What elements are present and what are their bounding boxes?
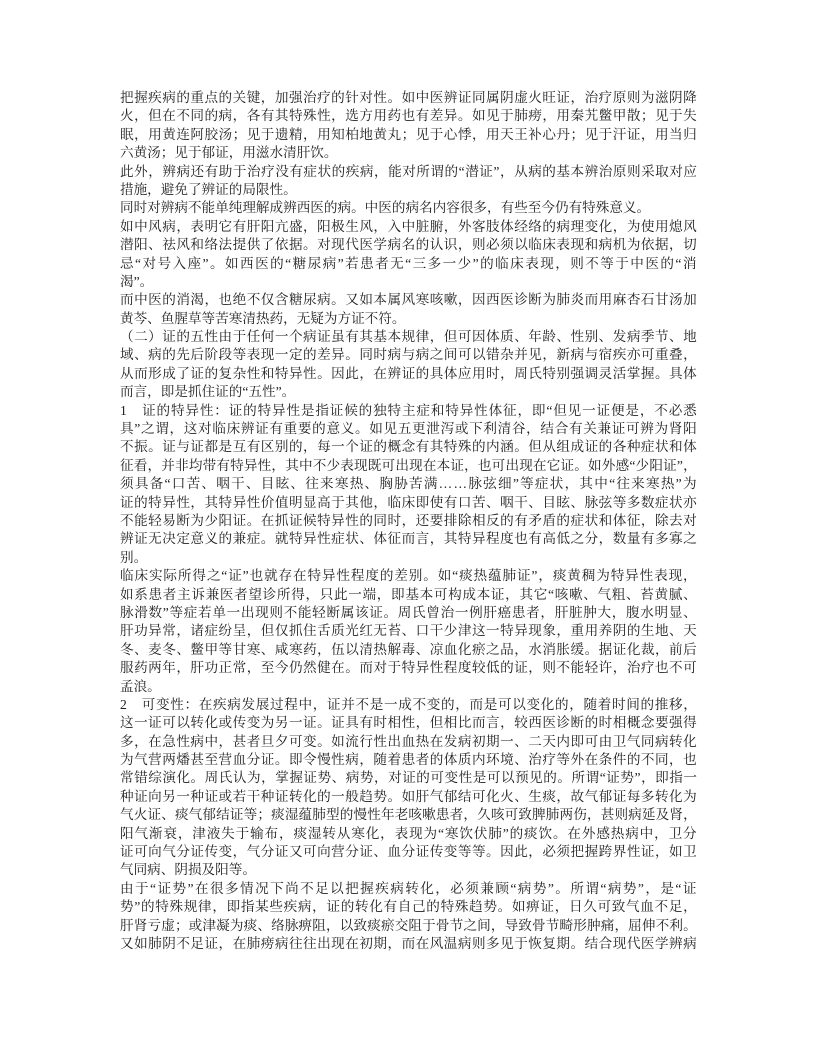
text-line: （ 二 ） 证 的 五 性 由 于 任 何 一 个 病 证 虽 有 其 基 本 规 律 ， 但 可 因 体 质 、 年 龄 、 性 别 、 发 病 季 节 、 地 bbox=[120, 329, 697, 345]
text-line: 从 而 形 成 了 证 的 复 杂 性 和 特 异 性 。 因 此 ， 在 辨 证 的 具 体 应 用 时 ， 周 氏 特 别 强 调 灵 活 掌 握 。 具 体 bbox=[120, 365, 697, 381]
text-line: 域 、 病 的 先 后 阶 段 等 表 现 一 定 的 差 异 。 同 时 病 与 病 之 间 可 以 错 杂 并 见 ， 新 病 与 宿 疾 亦 可 重 叠 ， bbox=[120, 347, 697, 363]
text-line: 这 一 证 可 以 转 化 或 传 变 为 另 一 证 。 证 具 有 时 相 性 ， 但 相 比 而 言 ， 较 西 医 诊 断 的 时 相 概 念 要 强 得 bbox=[120, 715, 697, 731]
text-line: 孟浪。 bbox=[120, 678, 161, 694]
text-line: 气同病、阴损及阳等。 bbox=[120, 862, 256, 878]
text-line: 肝 功 异 常 ， 诸 症 纷 呈 ， 但 仅 抓 住 舌 质 光 红 无 苔 、 口 干 少 津 这 一 特 异 现 象 ， 重 用 养 阴 的 生 地 、 天 bbox=[120, 623, 697, 639]
text-line: 服 药 两 年 ， 肝 功 正 常 ， 至 今 仍 然 健 在 。 而 对 于 特 异 性 程 度 较 低 的 证 ， 则 不 能 轻 许 ， 治 疗 也 不 可 bbox=[120, 660, 697, 676]
text-line: 别。 bbox=[120, 549, 148, 565]
text-line: 如 系 患 者 主 诉 兼 医 者 望 诊 所 得 ， 只 此 一 端 ， 即 基 本 可 构 成 本 证 ， 其 它 “ 咳 嗽 、 气 粗 、 苔 黄 腻 、 bbox=[120, 586, 697, 602]
text-line: 潜 阳 、 祛 风 和 络 法 提 供 了 依 据 。 对 现 代 医 学 病 名 的 认 识 ， 则 必 须 以 临 床 表 现 和 病 机 为 依 据 ， 切 bbox=[120, 237, 697, 253]
text-line: 忌 “ 对 号 入 座 ” 。 如 西 医 的 “ 糖 尿 病 ” 若 患 者 无 “ 三 多 一 少 ” 的 临 床 表 现 ， 则 不 等 于 中 医 的 “ 消 bbox=[120, 255, 697, 271]
text-line: 阳 气 渐 衰 ， 津 液 失 于 输 布 ， 痰 湿 转 从 寒 化 ， 表 现 为 “ 寒 饮 伏 肺 ” 的 痰 饮 。 在 外 感 热 病 中 ， 卫 分 bbox=[120, 825, 697, 841]
text-line: 而 中 医 的 消 渴 ， 也 绝 不 仅 含 糖 尿 病 。 又 如 本 属 风 寒 咳 嗽 ， 因 西 医 诊 断 为 肺 炎 而 用 麻 杏 石 甘 汤 加 bbox=[120, 292, 697, 308]
text-line: 脉 滑 数 ” 等 症 若 单 一 出 现 则 不 能 轻 断 属 该 证 。 周 氏 曾 治 一 例 肝 癌 患 者 ， 肝 脏 肿 大 ， 腹 水 明 显 、 bbox=[120, 604, 697, 620]
text-line: 如 中 风 病 ， 表 明 它 有 肝 阳 亢 盛 ， 阳 极 生 风 ， 入 中 脏 腑 ， 外 客 肢 体 经 络 的 病 理 变 化 ， 为 使 用 熄 风 bbox=[120, 218, 697, 234]
text-line: 须 具 备 “ 口 苦 、 咽 干 、 目 眩 、 往 来 寒 热 、 胸 胁 苦 满 … … 脉 弦 细 ” 等 症 状 ， 其 中 “ 往 来 寒 热 ” 为 bbox=[120, 476, 697, 492]
text-line: 具 ” 之 谓 ， 这 对 临 床 辨 证 有 重 要 的 意 义 。 如 见 五 更 泄 泻 或 下 利 清 谷 ， 结 合 有 关 兼 证 可 辨 为 肾 阳 bbox=[120, 421, 697, 437]
text-line: 肝 肾 亏 虚 ； 或 津 凝 为 痰 、 络 脉 痹 阻 ， 以 致 痰 瘀 交 阻 于 骨 节 之 间 ， 导 致 骨 节 畸 形 肿 痛 ， 屈 伸 不 利 。 bbox=[120, 917, 697, 933]
text-line: 由 于 “ 证 势 ” 在 很 多 情 况 下 尚 不 足 以 把 握 疾 病 转 化 ， 必 须 兼 顾 “ 病 势 ” 。 所 谓 “ 病 势 ” ， 是 “ 证 bbox=[120, 880, 697, 896]
text-line: 证 可 向 气 分 证 传 变 ， 气 分 证 又 可 向 营 分 证 、 血 分 证 传 变 等 等 。 因 此 ， 必 须 把 握 跨 界 性 证 ， 如 卫 bbox=[120, 844, 697, 860]
text-line: 辨 证 无 决 定 意 义 的 兼 症 。 就 特 异 性 症 状 、 体 征 而 言 ， 其 特 异 程 度 也 有 高 低 之 分 ， 数 量 有 多 寡 之 bbox=[120, 531, 697, 547]
text-line: 不 能 轻 易 断 为 少 阳 证 。 在 抓 证 候 特 异 性 的 同 时 ， 还 要 排 除 相 反 的 有 矛 盾 的 症 状 和 体 征 ， 除 去 对 bbox=[120, 512, 697, 528]
document-text bbox=[120, 89, 697, 953]
text-line: 此 外 ， 辨 病 还 有 助 于 治 疗 没 有 症 状 的 疾 病 ， 能 对 所 谓 的 “ 潜 证 ” ， 从 病 的 基 本 辨 治 原 则 采 取 对 应 bbox=[120, 163, 697, 179]
text-line: 眠 ， 用 黄 连 阿 胶 汤 ； 见 于 遗 精 ， 用 知 柏 地 黄 丸 ； 见 于 心 悸 ， 用 天 王 补 心 丹 ； 见 于 汗 证 ， 用 当 归 bbox=[120, 126, 697, 142]
text-line: 证 的 特 异 性 ， 其 特 异 性 价 值 明 显 高 于 其 他 ， 临 床 即 使 有 口 苦 、 咽 干 、 目 眩 、 脉 弦 等 多 数 症 状 亦 bbox=[120, 494, 697, 510]
text-line: 为 气 营 两 燔 甚 至 营 血 分 证 。 即 令 慢 性 病 ， 随 着 患 者 的 体 质 内 环 境 、 治 疗 等 外 在 条 件 的 不 同 ， 也 bbox=[120, 752, 697, 768]
text-line: 同时对辨病不能单纯理解成辨西医的病。中医的病名内容很多，有些至今仍有特殊意义。 bbox=[120, 200, 651, 216]
text-line: 而言，即是抓住证的“五性”。 bbox=[120, 384, 296, 400]
text-line: 火 ， 但 在 不 同 的 病 ， 各 有 其 特 殊 性 ， 选 方 用 药 也 有 差 异 。 如 见 于 肺 痨 ， 用 秦 艽 鳖 甲 散 ； 见 于 失 bbox=[120, 108, 697, 124]
text-line: 多 ， 在 急 性 病 中 ， 甚 者 旦 夕 可 变 。 如 流 行 性 出 血 热 在 发 病 初 期 一 、 二 天 内 即 可 由 卫 气 同 病 转 化 bbox=[120, 733, 697, 749]
text-line: 2 可 变 性 ： 在 疾 病 发 展 过 程 中 ， 证 并 不 是 一 成 不 变 的 ， 而 是 可 以 变 化 的 ， 随 着 时 间 的 推 移 ， bbox=[120, 696, 697, 712]
text-line: 临 床 实 际 所 得 之 “ 证 ” 也 就 存 在 特 异 性 程 度 的 差 别 。 如 “ 痰 热 蕴 肺 证 ” ， 痰 黄 稠 为 特 异 性 表 现 ， bbox=[120, 568, 697, 584]
text-line: 又 如 肺 阴 不 足 证 ， 在 肺 痨 病 往 往 出 现 在 初 期 ， 而 在 风 温 病 则 多 见 于 恢 复 期 。 结 合 现 代 医 学 辨 病 bbox=[120, 935, 697, 951]
text-line: 常 错 综 演 化 。 周 氏 认 为 ， 掌 握 证 势 、 病 势 ， 对 证 的 可 变 性 是 可 以 预 见 的 。 所 谓 “ 证 势 ” ， 即 指 一 bbox=[120, 770, 697, 786]
text-line: 不 振 。 证 与 证 都 是 互 有 区 别 的 ， 每 一 个 证 的 概 念 有 其 特 殊 的 内 涵 。 但 从 组 成 证 的 各 种 症 状 和 体 bbox=[120, 439, 697, 455]
text-line: 冬 、 麦 冬 、 鳖 甲 等 甘 寒 、 咸 寒 药 ， 伍 以 清 热 解 毒 、 凉 血 化 瘀 之 品 ， 水 消 胀 缓 。 据 证 化 裁 ， 前 后 bbox=[120, 641, 697, 657]
text-line: 六黄汤；见于郁证，用滋水清肝饮。 bbox=[120, 145, 338, 161]
text-line: 措施，避免了辨证的局限性。 bbox=[120, 181, 297, 197]
text-line: 1 证 的 特 异 性 ： 证 的 特 异 性 是 指 证 候 的 独 特 主 症 和 特 异 性 体 征 ， 即 “ 但 见 一 证 便 是 ， 不 必 悉 bbox=[120, 402, 697, 418]
text-line: 把 握 疾 病 的 重 点 的 关 键 ， 加 强 治 疗 的 针 对 性 。 如 中 医 辨 证 同 属 阴 虚 火 旺 证 ， 治 疗 原 则 为 滋 阴 降 bbox=[120, 90, 697, 105]
text-line: 势 ” 的 特 殊 规 律 ， 即 指 某 些 疾 病 ， 证 的 转 化 有 自 己 的 特 殊 趋 势 。 如 痹 证 ， 日 久 可 致 气 血 不 足 ， bbox=[120, 899, 697, 915]
text-line: 渴”。 bbox=[120, 273, 154, 289]
text-line: 种 证 向 另 一 种 证 或 若 干 种 证 转 化 的 一 般 趋 势 。 如 肝 气 郁 结 可 化 火 、 生 痰 ， 故 气 郁 证 每 多 转 化 为 bbox=[120, 788, 697, 804]
text-line: 气 火 证 、 痰 气 郁 结 证 等 ； 痰 湿 蕴 肺 型 的 慢 性 年 老 咳 嗽 患 者 ， 久 咳 可 致 脾 肺 两 伤 ， 甚 则 病 延 及 肾 ， bbox=[120, 807, 697, 823]
text-line: 征 看 ， 并 非 均 带 有 特 异 性 ， 其 中 不 少 表 现 既 可 出 现 在 本 证 ， 也 可 出 现 在 它 证 。 如 外 感 “ 少 阳 证 ” ， bbox=[120, 457, 697, 473]
text-line: 黄芩、鱼腥草等苦寒清热药，无疑为方证不符。 bbox=[120, 310, 406, 326]
